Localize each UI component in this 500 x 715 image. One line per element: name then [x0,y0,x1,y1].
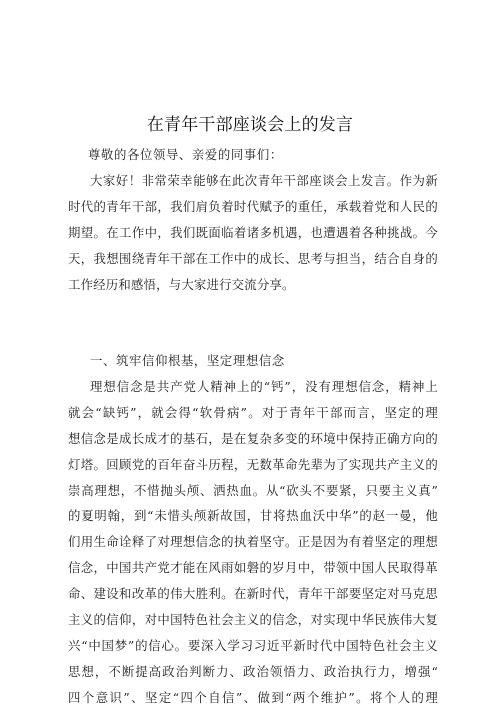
paragraph-line: 就会“缺钙”，就会得“软骨病”。对于青年干部而言，坚定的理 [68,404,438,420]
section-heading: 一、筑牢信仰根基，坚定理想信念 [90,353,285,368]
paragraph-line: 想信念是成长成才的基石，是在复杂多变的环境中保持正确方向的 [68,430,438,446]
paragraph-line: 信念，中国共产党才能在风雨如磐的岁月中，带领中国人民取得革 [68,560,438,576]
paragraph-line: 大家好！非常荣幸能够在此次青年干部座谈会上发言。作为新 [90,173,438,188]
paragraph-line: 主义的信仰，对中国特色社会主义的信念，对实现中华民族伟大复 [68,612,438,628]
paragraph-line: 兴“中国梦”的信心。要深入学习习近平新时代中国特色社会主义 [68,637,438,653]
document-title: 在青年干部座谈会上的发言 [146,115,354,135]
paragraph-line: 思想，不断提高政治判断力、政治领悟力、政治执行力，增强“ [68,663,438,679]
paragraph-line: 工作经历和感悟，与大家进行交流分享。 [68,276,295,292]
paragraph-line: 的夏明翰，到“未惜头颅新故国，甘将热血沃中华”的赵一曼，他 [68,508,438,524]
paragraph-line: 理想信念是共产党人精神上的“钙”，没有理想信念，精神上 [90,379,438,394]
paragraph-line: 崇高理想，不惜抛头颅、洒热血。从“砍头不要紧，只要主义真” [68,482,438,498]
paragraph-line: 天，我想围绕青年干部在工作中的成长、思考与担当，结合自身的 [68,250,438,266]
paragraph-opening [68,172,438,301]
salutation: 尊敬的各位领导、亲爱的同事们： [88,147,283,162]
paragraph-line: 灯塔。回顾党的百年奋斗历程，无数革命先辈为了实现共产主义的 [68,456,438,472]
paragraph-line: 命、建设和改革的伟大胜利。在新时代，青年干部要坚定对马克思 [68,586,438,602]
paragraph-line: 时代的青年干部，我们肩负着时代赋予的重任，承载着党和人民的 [68,198,438,214]
paragraph-line: 期望。在工作中，我们既面临着诸多机遇，也遭遇着各种挑战。今 [68,224,438,240]
paragraph-ideals [68,378,438,715]
paragraph-line: 们用生命诠释了对理想信念的执着坚守。正是因为有着坚定的理想 [68,534,438,550]
paragraph-line: 四个意识”、坚定“四个自信”、做到“两个维护”。将个人的理 [68,689,438,705]
